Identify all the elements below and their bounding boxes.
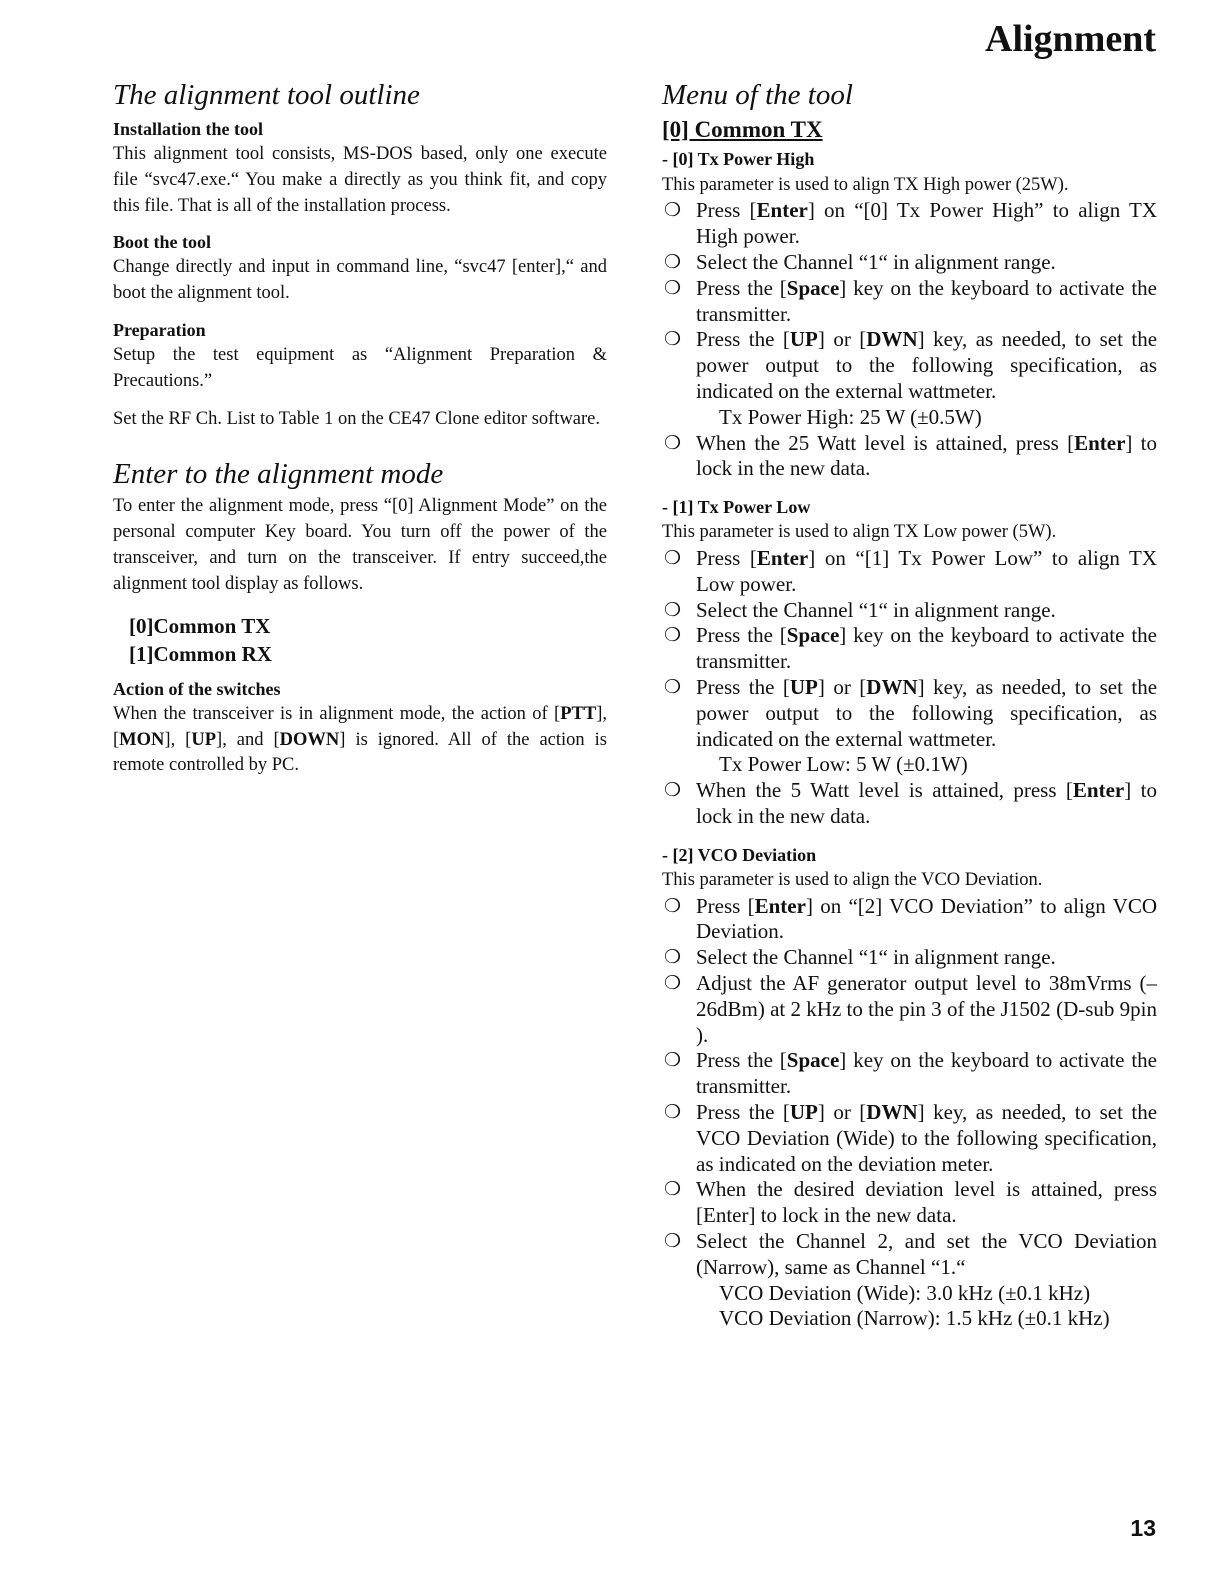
installation-heading: Installation the tool bbox=[113, 118, 264, 139]
enter-text: To enter the alignment mode, press “[0] Alignment Mode” on the personal computer Key board. You turn off the power of the transceiver, and turn on the transceiver. If entry succeed,the alignment tool display as follows. bbox=[113, 496, 607, 594]
spec-value: Tx Power Low: 5 W (±0.1W) bbox=[719, 752, 968, 777]
switches-text: When the transceiver is in alignment mode, the action of [PTT], [MON], [UP], and [DOWN] is ignored. All of the action is remote controlled by PC. bbox=[113, 703, 607, 776]
param-title-tx-power-low: - [1] Tx Power Low bbox=[662, 497, 811, 518]
param-desc: This parameter is used to align TX High power (25W). bbox=[662, 174, 1069, 195]
circle-bullet-icon: ❍ bbox=[664, 895, 682, 917]
step-item: ❍ Press [Enter] on “[1] Tx Power Low” to align TX Low power. bbox=[664, 546, 1157, 596]
outline-heading: The alignment tool outline bbox=[113, 79, 420, 111]
circle-bullet-icon: ❍ bbox=[664, 1102, 682, 1124]
step-item: ❍ Adjust the AF generator output level to 38mVrms (–26dBm) at 2 kHz to the pin 3 of the J1502 (D-sub 9pin ). bbox=[664, 971, 1157, 1047]
step-item: ❍ Press [Enter] on “[2] VCO Deviation” to align VCO Deviation. bbox=[664, 893, 1157, 944]
circle-bullet-icon: ❍ bbox=[664, 599, 682, 621]
mode-item-common-rx: [1]Common RX bbox=[129, 641, 272, 666]
circle-bullet-icon: ❍ bbox=[664, 277, 682, 299]
step-item: ❍ When the 25 Watt level is attained, press [Enter] to lock in the new data. bbox=[664, 430, 1157, 481]
step-item: ❍ Press the [Space] key on the keyboard to activate the transmitter. bbox=[664, 1048, 1157, 1099]
circle-bullet-icon: ❍ bbox=[664, 780, 682, 802]
param-title-tx-power-high: - [0] Tx Power High bbox=[662, 149, 815, 170]
installation-text: This alignment tool consists, MS-DOS based, only one execute file “svc47.exe.“ You make a directly as you think fit, and copy this file. That is all of the installation process. bbox=[113, 143, 607, 216]
step-item: ❍ Press the [UP] or [DWN] key, as needed, to set the power output to the following specification, as indicated on the external wattmeter. bbox=[664, 327, 1158, 403]
circle-bullet-icon: ❍ bbox=[664, 200, 682, 222]
circle-bullet-icon: ❍ bbox=[664, 677, 682, 699]
param-desc: This parameter is used to align the VCO Deviation. bbox=[662, 869, 1043, 890]
step-list bbox=[662, 198, 1157, 404]
param-title-vco-deviation: - [2] VCO Deviation bbox=[662, 844, 817, 865]
circle-bullet-icon: ❍ bbox=[664, 973, 682, 995]
step-item: ❍ Press the [Space] key on the keyboard to activate the transmitter. bbox=[664, 623, 1157, 674]
step-list bbox=[662, 894, 1157, 1281]
step-item: ❍ Select the Channel “1“ in alignment range. bbox=[664, 945, 1056, 970]
step-item: ❍ Press the [Space] key on the keyboard to activate the transmitter. bbox=[664, 275, 1157, 326]
circle-bullet-icon: ❍ bbox=[664, 625, 682, 647]
boot-text: Change directly and input in command line, “svc47 [enter],“ and boot the alignment tool. bbox=[113, 257, 607, 304]
step-item: ❍ Select the Channel “1“ in alignment range. bbox=[664, 597, 1056, 622]
preparation-text: Setup the test equipment as “Alignment Preparation & Precautions.” bbox=[113, 345, 607, 391]
circle-bullet-icon: ❍ bbox=[664, 548, 682, 570]
param-desc: This parameter is used to align TX Low power (5W). bbox=[662, 522, 1057, 543]
page-title: Alignment bbox=[985, 18, 1156, 60]
left-column bbox=[113, 80, 607, 779]
circle-bullet-icon: ❍ bbox=[664, 251, 682, 273]
step-item: ❍ Select the Channel “1“ in alignment range. bbox=[664, 249, 1056, 274]
rf-ch-text: Set the RF Ch. List to Table 1 on the CE47 Clone editor software. bbox=[113, 408, 601, 429]
spec-value-narrow: VCO Deviation (Narrow): 1.5 kHz (±0.1 kHz) bbox=[719, 1306, 1110, 1331]
step-list bbox=[662, 778, 1157, 830]
page-number: 13 bbox=[1130, 1515, 1156, 1541]
step-item: ❍ Press [Enter] on “[0] Tx Power High” to align TX High power. bbox=[664, 198, 1157, 249]
step-list bbox=[662, 431, 1157, 483]
boot-heading: Boot the tool bbox=[113, 232, 211, 253]
mode-list bbox=[129, 612, 607, 668]
step-item: ❍ When the desired deviation level is attained, press [Enter] to lock in the new data. bbox=[664, 1177, 1157, 1228]
circle-bullet-icon: ❍ bbox=[664, 1179, 682, 1201]
menu-heading: Menu of the tool bbox=[662, 79, 853, 111]
step-item: ❍ Press the [UP] or [DWN] key, as needed, to set the VCO Deviation (Wide) to the following specification, as indicated on the deviation meter. bbox=[664, 1100, 1158, 1176]
spec-value: Tx Power High: 25 W (±0.5W) bbox=[719, 404, 982, 429]
circle-bullet-icon: ❍ bbox=[664, 947, 682, 969]
circle-bullet-icon: ❍ bbox=[664, 329, 682, 351]
circle-bullet-icon: ❍ bbox=[664, 1050, 682, 1072]
step-list bbox=[662, 546, 1157, 752]
spec-value-wide: VCO Deviation (Wide): 3.0 kHz (±0.1 kHz) bbox=[719, 1280, 1091, 1305]
step-item: ❍ Press the [UP] or [DWN] key, as needed, to set the power output to the following specification, as indicated on the external wattmeter. bbox=[664, 675, 1158, 751]
step-item: ❍ When the 5 Watt level is attained, press [Enter] to lock in the new data. bbox=[664, 778, 1157, 828]
switches-heading: Action of the switches bbox=[113, 678, 281, 699]
preparation-heading: Preparation bbox=[113, 320, 206, 341]
circle-bullet-icon: ❍ bbox=[664, 1231, 682, 1253]
step-item: ❍ Select the Channel 2, and set the VCO Deviation (Narrow), same as Channel “1.“ bbox=[664, 1229, 1157, 1279]
mode-item-common-tx: [0]Common TX bbox=[129, 613, 271, 638]
section-title: [0] Common TX bbox=[662, 116, 823, 142]
right-column bbox=[662, 80, 1157, 1332]
circle-bullet-icon: ❍ bbox=[664, 432, 682, 454]
enter-heading: Enter to the alignment mode bbox=[113, 457, 444, 490]
